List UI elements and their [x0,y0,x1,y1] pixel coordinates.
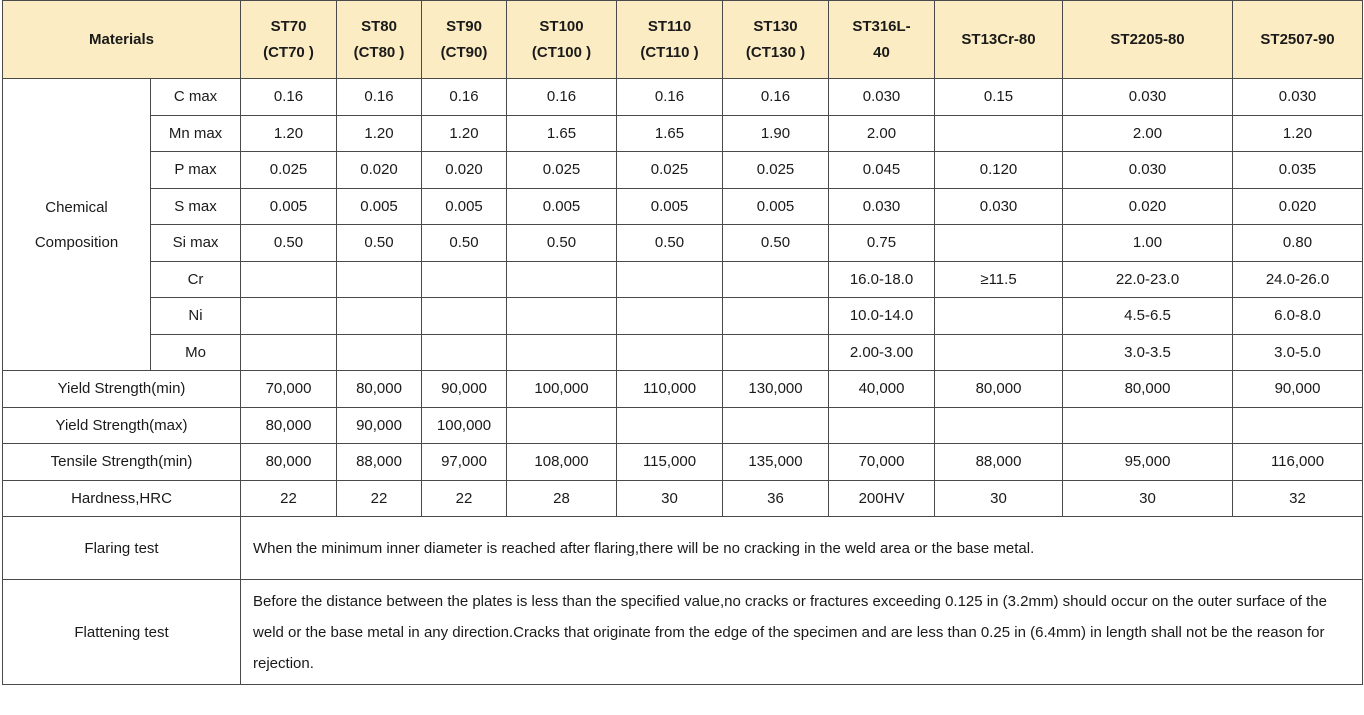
value-cell: 1.65 [617,115,723,152]
value-cell: 80,000 [1063,371,1233,408]
value-cell: 110,000 [617,371,723,408]
chemical-group-line2: Composition [34,233,119,251]
col-header-st2507-90: ST2507-90 [1233,1,1363,79]
value-cell: 0.005 [337,188,422,225]
value-cell [935,407,1063,444]
value-cell: 80,000 [241,444,337,481]
value-cell: 97,000 [422,444,507,481]
value-cell: 95,000 [1063,444,1233,481]
flattening-test-text: Before the distance between the plates is less than the specified value,no cracks or fractures exceeding 0.125 in (3.2mm) should occur on the outer surface of the weld or the base metal in any direction.Cracks that originate from the edge of the specimen and are less than 0.25 in (6.4mm) in length shall not be the reason for rejection. [241,580,1363,685]
value-cell: 0.020 [1063,188,1233,225]
value-cell [935,334,1063,371]
value-cell: 90,000 [1233,371,1363,408]
value-cell: 1.20 [1233,115,1363,152]
value-cell: 0.030 [829,79,935,116]
value-cell: 1.20 [422,115,507,152]
value-cell: 4.5-6.5 [1063,298,1233,335]
value-cell [241,298,337,335]
value-cell: 0.50 [422,225,507,262]
value-cell: 0.020 [337,152,422,189]
col-header-st70: ST70 (CT70 ) [241,1,337,79]
col-header-st80: ST80 (CT80 ) [337,1,422,79]
value-cell: 0.025 [617,152,723,189]
element-label: S max [151,188,241,225]
value-cell: 6.0-8.0 [1233,298,1363,335]
value-cell: 10.0-14.0 [829,298,935,335]
value-cell: 0.120 [935,152,1063,189]
value-cell: 0.005 [422,188,507,225]
value-cell: 80,000 [935,371,1063,408]
value-cell: 0.030 [1063,152,1233,189]
value-cell [507,298,617,335]
value-cell: 1.20 [241,115,337,152]
value-cell: 0.16 [422,79,507,116]
value-cell: 30 [1063,480,1233,517]
value-cell: 0.045 [829,152,935,189]
value-cell: 135,000 [723,444,829,481]
value-cell: 0.035 [1233,152,1363,189]
value-cell: ≥11.5 [935,261,1063,298]
value-cell: 1.20 [337,115,422,152]
value-cell: 80,000 [337,371,422,408]
value-cell [723,261,829,298]
chemical-row [3,225,1363,262]
value-cell: 0.80 [1233,225,1363,262]
value-cell: 2.00 [829,115,935,152]
property-row [3,371,1363,408]
element-label: Si max [151,225,241,262]
materials-header: Materials [3,1,241,79]
flaring-test-row [3,517,1363,580]
value-cell: 0.025 [507,152,617,189]
value-cell: 0.005 [507,188,617,225]
value-cell [723,334,829,371]
value-cell [422,298,507,335]
value-cell: 0.50 [241,225,337,262]
property-label: Hardness,HRC [3,480,241,517]
value-cell: 100,000 [422,407,507,444]
property-label: Yield Strength(min) [3,371,241,408]
value-cell: 90,000 [422,371,507,408]
col-header-st13cr-80: ST13Cr-80 [935,1,1063,79]
chemical-row [3,79,1363,116]
flattening-test-label: Flattening test [3,580,241,685]
value-cell [935,298,1063,335]
element-label: C max [151,79,241,116]
value-cell [829,407,935,444]
value-cell: 90,000 [337,407,422,444]
chemical-row [3,334,1363,371]
element-label: P max [151,152,241,189]
element-label: Mn max [151,115,241,152]
value-cell: 0.005 [723,188,829,225]
chemical-group-line1: Chemical [45,198,108,216]
chemical-row [3,115,1363,152]
value-cell: 1.65 [507,115,617,152]
flattening-test-row [3,580,1363,685]
value-cell [422,334,507,371]
element-label: Ni [151,298,241,335]
value-cell [935,225,1063,262]
property-label: Tensile Strength(min) [3,444,241,481]
value-cell: 0.025 [241,152,337,189]
value-cell [241,334,337,371]
value-cell: 0.50 [507,225,617,262]
value-cell: 2.00-3.00 [829,334,935,371]
value-cell [617,298,723,335]
value-cell: 30 [617,480,723,517]
value-cell: 0.16 [723,79,829,116]
property-row [3,444,1363,481]
value-cell [617,261,723,298]
value-cell: 22 [241,480,337,517]
value-cell [617,407,723,444]
value-cell: 40,000 [829,371,935,408]
col-header-st110: ST110 (CT110 ) [617,1,723,79]
value-cell: 22.0-23.0 [1063,261,1233,298]
value-cell: 0.030 [1063,79,1233,116]
value-cell: 24.0-26.0 [1233,261,1363,298]
value-cell [337,334,422,371]
property-row [3,480,1363,517]
value-cell: 1.90 [723,115,829,152]
value-cell: 130,000 [723,371,829,408]
value-cell [1063,407,1233,444]
materials-spec-table [2,0,1363,685]
value-cell: 70,000 [241,371,337,408]
table-body [3,79,1363,685]
value-cell: 0.16 [337,79,422,116]
value-cell: 200HV [829,480,935,517]
element-label: Mo [151,334,241,371]
value-cell: 36 [723,480,829,517]
value-cell [617,334,723,371]
value-cell [241,261,337,298]
value-cell [422,261,507,298]
property-row [3,407,1363,444]
value-cell [337,261,422,298]
value-cell [1233,407,1363,444]
value-cell: 116,000 [1233,444,1363,481]
value-cell [723,407,829,444]
col-header-st100: ST100 (CT100 ) [507,1,617,79]
value-cell: 0.030 [1233,79,1363,116]
value-cell: 70,000 [829,444,935,481]
header-row [3,1,1363,79]
value-cell: 0.16 [507,79,617,116]
value-cell: 22 [337,480,422,517]
value-cell: 0.16 [241,79,337,116]
value-cell: 0.005 [241,188,337,225]
value-cell [507,334,617,371]
value-cell: 30 [935,480,1063,517]
value-cell: 0.030 [935,188,1063,225]
col-header-st90: ST90 (CT90) [422,1,507,79]
value-cell: 0.50 [723,225,829,262]
value-cell: 28 [507,480,617,517]
value-cell: 88,000 [337,444,422,481]
value-cell [507,407,617,444]
flaring-test-text: When the minimum inner diameter is reached after flaring,there will be no cracking in the weld area or the base metal. [241,517,1363,580]
value-cell: 16.0-18.0 [829,261,935,298]
value-cell [337,298,422,335]
value-cell: 1.00 [1063,225,1233,262]
flaring-test-label: Flaring test [3,517,241,580]
value-cell: 108,000 [507,444,617,481]
value-cell: 3.0-3.5 [1063,334,1233,371]
chemical-row [3,152,1363,189]
value-cell: 0.005 [617,188,723,225]
col-header-st130: ST130 (CT130 ) [723,1,829,79]
value-cell: 0.030 [829,188,935,225]
col-header-st316l-40: ST316L- 40 [829,1,935,79]
chemical-row [3,261,1363,298]
chemical-row [3,298,1363,335]
value-cell: 80,000 [241,407,337,444]
value-cell: 100,000 [507,371,617,408]
value-cell: 0.75 [829,225,935,262]
value-cell [935,115,1063,152]
chemical-row [3,188,1363,225]
value-cell [507,261,617,298]
value-cell: 2.00 [1063,115,1233,152]
property-label: Yield Strength(max) [3,407,241,444]
value-cell: 0.025 [723,152,829,189]
value-cell: 0.15 [935,79,1063,116]
value-cell [723,298,829,335]
value-cell: 32 [1233,480,1363,517]
value-cell: 115,000 [617,444,723,481]
value-cell: 0.50 [337,225,422,262]
value-cell: 88,000 [935,444,1063,481]
value-cell: 0.50 [617,225,723,262]
col-header-st2205-80: ST2205-80 [1063,1,1233,79]
value-cell: 22 [422,480,507,517]
value-cell: 0.16 [617,79,723,116]
chemical-composition-group [3,79,151,371]
value-cell: 0.020 [422,152,507,189]
value-cell: 3.0-5.0 [1233,334,1363,371]
value-cell: 0.020 [1233,188,1363,225]
element-label: Cr [151,261,241,298]
